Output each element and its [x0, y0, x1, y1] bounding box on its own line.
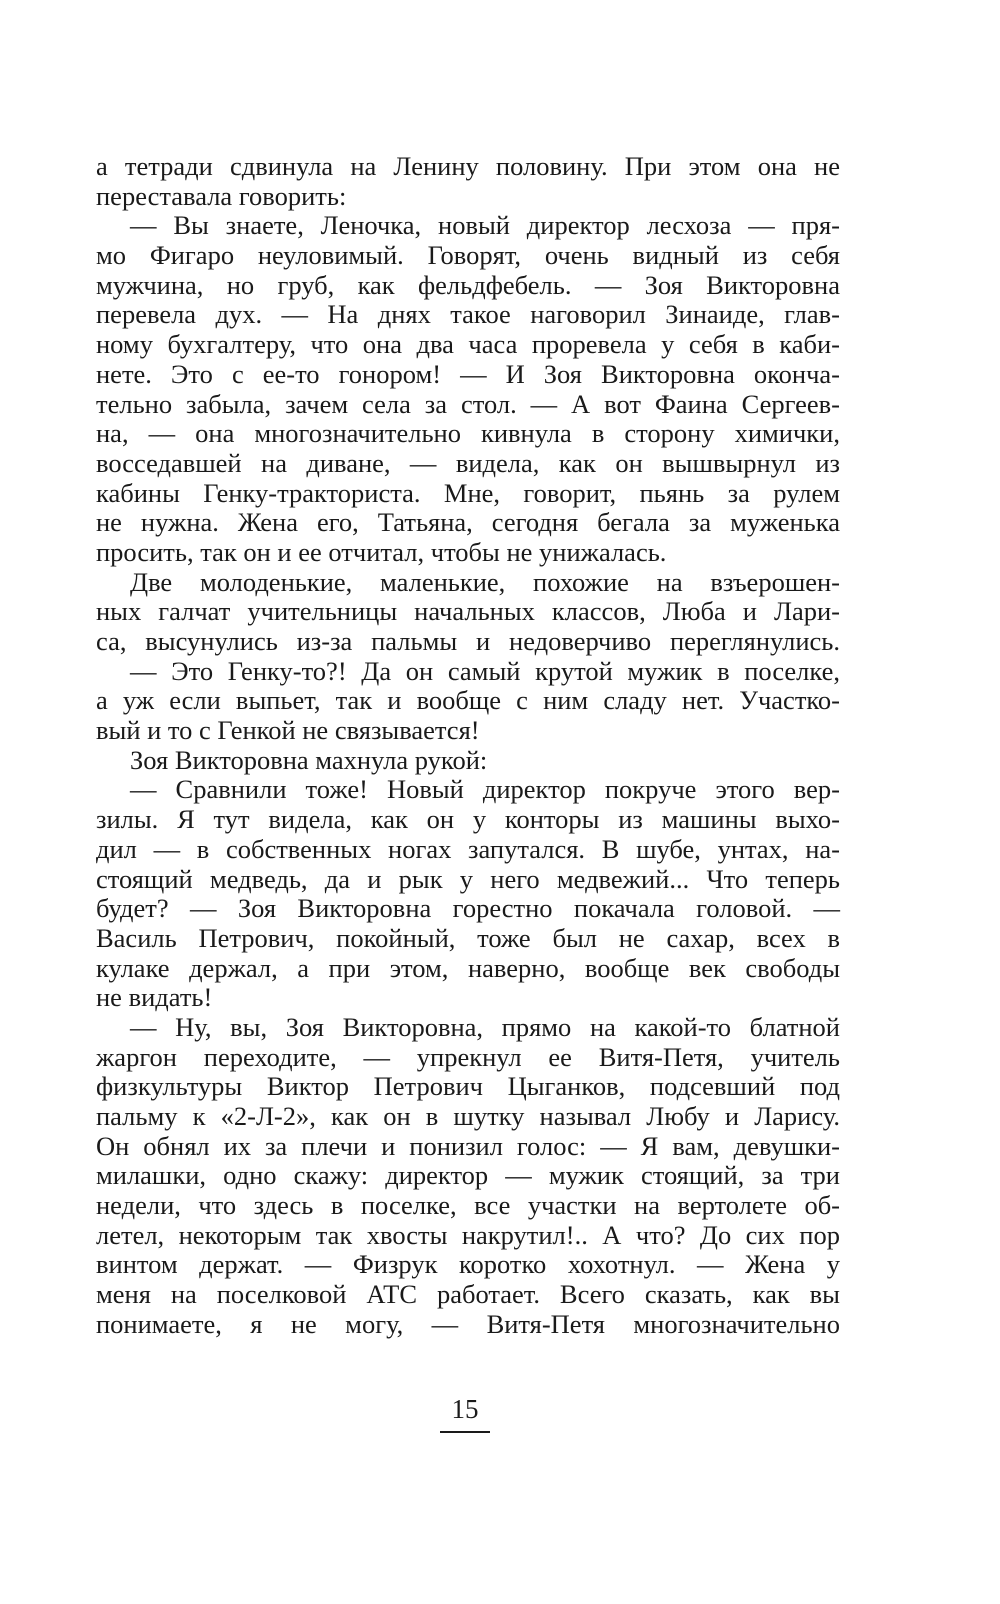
text-line: меня на поселковой АТС работает. Всего сказать, как вы [96, 1279, 840, 1310]
book-page-text [96, 152, 840, 1340]
text-line: — Вы знаете, Леночка, новый директор лесхоза — пря- [130, 210, 840, 241]
text-line: винтом держат. — Физрук коротко хохотнул. — Жена у [96, 1249, 840, 1280]
text-line: Две молоденькие, маленькие, похожие на взъерошен- [130, 566, 840, 597]
text-line: мо Фигаро неуловимый. Говорят, очень видный из себя [96, 240, 840, 271]
text-line: дил — в собственных ногах запутался. В шубе, унтах, на- [96, 833, 840, 864]
text-line: кулаке держал, а при этом, наверно, вообще век свободы [96, 952, 840, 983]
text-line: просить, так он и ее отчитал, чтобы не унижалась. [96, 536, 667, 567]
text-line: стоящий медведь, да и рык у него медвежий... Что теперь [96, 863, 840, 894]
page-number-underline [440, 1431, 490, 1433]
page-number: 15 [451, 1394, 479, 1424]
text-line: Василь Петрович, покойный, тоже был не сахар, всех в [96, 922, 840, 953]
text-line: не нужна. Жена его, Татьяна, сегодня бегала за муженька [96, 507, 840, 538]
text-line: летел, некоторым так хвосты накрутил!.. А что? До сих пор [96, 1219, 840, 1250]
text-line: мужчина, но груб, как фельдфебель. — Зоя Викторовна [96, 269, 840, 300]
text-line: переставала говорить: [96, 180, 347, 211]
text-line: перевела дух. — На днях такое наговорил Зинаиде, глав- [96, 299, 840, 330]
text-line: понимаете, я не могу, — Витя-Петя многозначительно [96, 1308, 840, 1339]
text-line: вый и то с Генкой не связывается! [96, 715, 480, 746]
text-line: ному бухгалтеру, что она два часа проревела у себя в каби- [96, 329, 840, 360]
text-line: пальму к «2-Л-2», как он в шутку называл Любу и Ларису. [96, 1101, 840, 1131]
text-line: будет? — Зоя Викторовна горестно покачала головой. — [96, 893, 840, 924]
text-line: восседавшей на диване, — видела, как он вышвырнул из [96, 447, 840, 478]
text-line: ных галчат учительницы начальных классов, Люба и Лари- [96, 596, 840, 627]
text-line: — Сравнили тоже! Новый директор покруче этого вер- [130, 774, 840, 805]
text-line: — Ну, вы, Зоя Викторовна, прямо на какой-то блатной [130, 1011, 840, 1042]
text-line: са, высунулись из-за пальмы и недоверчиво переглянулись. [96, 626, 840, 656]
text-line: милашки, одно скажу: директор — мужик стоящий, за три [96, 1160, 840, 1191]
text-line: на, — она многозначительно кивнула в сторону химички, [96, 418, 840, 449]
text-line: а тетради сдвинула на Ленину половину. При этом она не [96, 151, 840, 181]
text-line: нете. Это с ее-то гонором! — И Зоя Викторовна оконча- [96, 358, 840, 389]
text-line: недели, что здесь в поселке, все участки на вертолете об- [96, 1190, 840, 1221]
text-line: — Это Генку-то?! Да он самый крутой мужик в поселке, [130, 655, 840, 686]
text-line: Зоя Викторовна махнула рукой: [130, 744, 488, 775]
text-line: а уж если выпьет, так и вообще с ним сладу нет. Участко- [96, 685, 840, 716]
text-line: тельно забыла, зачем села за стол. — А вот Фаина Сергеев- [96, 388, 840, 419]
text-line: физкультуры Виктор Петрович Цыганков, подсевший под [96, 1071, 840, 1102]
text-line: кабины Генку-тракториста. Мне, говорит, пьянь за рулем [96, 477, 840, 508]
text-line: не видать! [96, 982, 213, 1013]
text-line: жаргон переходите, — упрекнул ее Витя-Петя, учитель [96, 1041, 840, 1072]
text-line: зилы. Я тут видела, как он у конторы из машины выхо- [96, 804, 840, 835]
text-line: Он обнял их за плечи и понизил голос: — Я вам, девушки- [96, 1130, 840, 1161]
